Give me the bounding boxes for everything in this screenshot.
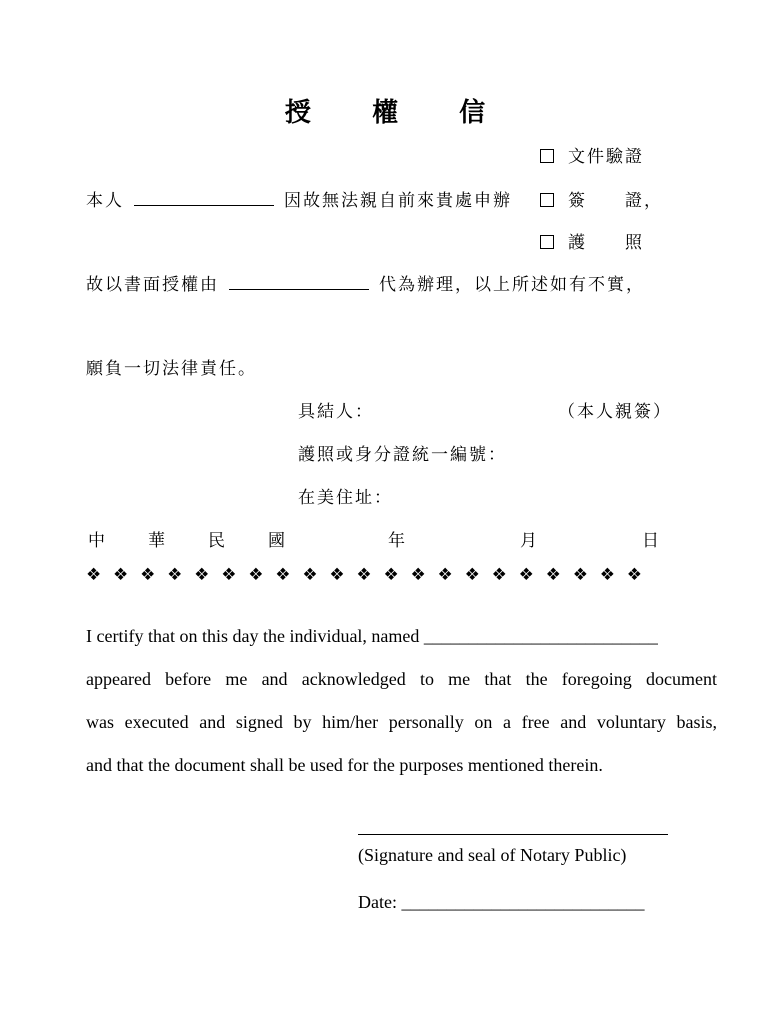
diamond-separator: ❖❖❖❖❖❖❖❖❖❖❖❖❖❖❖❖❖❖❖❖❖: [86, 565, 654, 585]
line2-suffix: 代為辦理，以上所述如有不實，: [379, 275, 645, 295]
notary-signature-caption: (Signature and seal of Notary Public): [358, 845, 627, 865]
date-char: 民: [208, 531, 225, 551]
notary-line-3: was executed and signed by him/her personally on a free and voluntary basis,: [86, 712, 717, 732]
day-label: 日: [642, 531, 659, 551]
checkbox[interactable]: [540, 149, 554, 163]
checkbox[interactable]: [540, 193, 554, 207]
date-char: 華: [148, 531, 165, 551]
notary-signature-line[interactable]: [358, 834, 668, 835]
title-char: 授: [284, 98, 311, 128]
declarant-label: 具結人：: [298, 402, 374, 422]
option-label: 護 照: [568, 233, 644, 253]
paragraph-line-1: [86, 186, 512, 211]
agent-name-blank[interactable]: [229, 275, 369, 290]
date-char: 國: [268, 531, 285, 551]
line1-prefix: 本人: [86, 191, 124, 211]
principal-name-blank[interactable]: [134, 191, 274, 206]
notary-line-2: appeared before me and acknowledged to me that the foregoing document: [86, 669, 717, 689]
checkbox[interactable]: [540, 235, 554, 249]
option-label: 簽 證，: [568, 191, 663, 211]
title-char: 信: [459, 98, 486, 128]
option-passport[interactable]: [540, 228, 644, 253]
option-visa[interactable]: [540, 186, 663, 211]
notary-line-4: and that the document shall be used for the purposes mentioned therein.: [86, 755, 603, 775]
id-number-label: 護照或身分證統一編號：: [298, 445, 507, 465]
notary-date-field[interactable]: Date: ___________________________: [358, 892, 645, 912]
line2-prefix: 故以書面授權由: [86, 275, 219, 295]
us-address-label: 在美住址：: [298, 488, 393, 508]
self-sign-note: （本人親簽）: [558, 402, 672, 422]
line1-suffix: 因故無法親自前來貴處申辦: [284, 191, 512, 211]
option-label: 文件驗證: [568, 147, 644, 167]
paragraph-line-2: [86, 270, 645, 295]
document-title: [0, 92, 770, 129]
notary-line-1: I certify that on this day the individual, named __________________________: [86, 626, 658, 646]
month-label: 月: [520, 531, 537, 551]
year-label: 年: [388, 531, 405, 551]
date-char: 中: [88, 531, 105, 551]
option-document-verification[interactable]: [540, 142, 644, 167]
title-char: 權: [371, 98, 398, 128]
paragraph-line-3: 願負一切法律責任。: [86, 359, 257, 379]
